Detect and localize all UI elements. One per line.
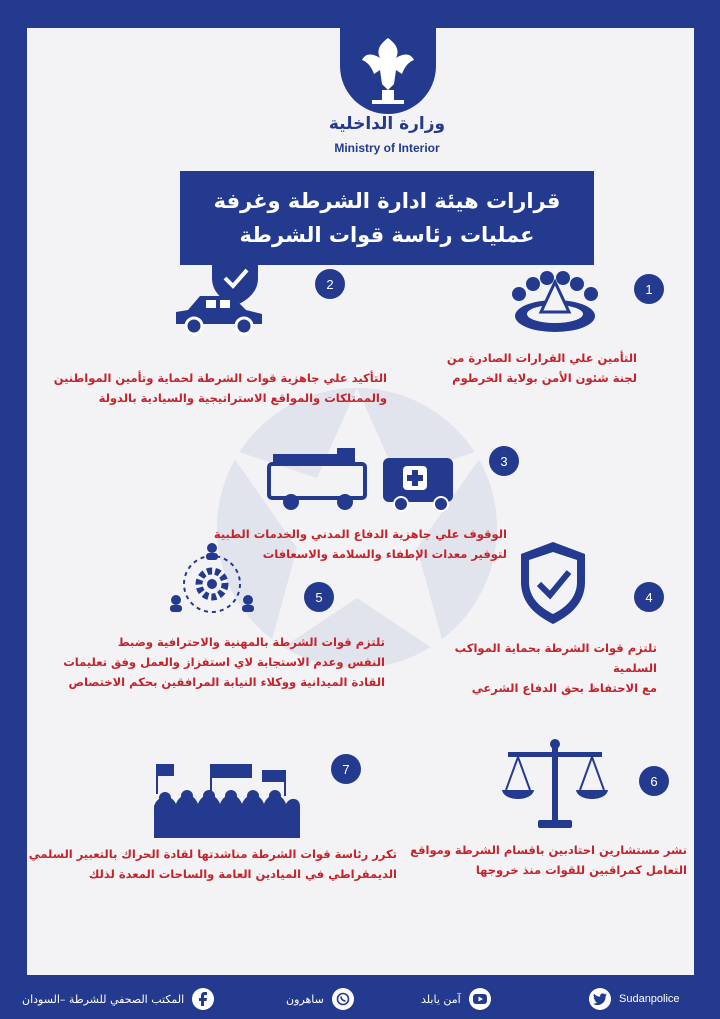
item-number-1: 1: [634, 274, 664, 304]
item-3-line: لتوفير معدات الإطفاء والسلامة والاسعافات: [262, 547, 507, 561]
social-footer: [0, 980, 720, 1019]
shield-check-icon: [515, 538, 591, 628]
item-5-line: النفس وعدم الاستجابة لاي استفزاز والعمل وفق تعليمات: [63, 655, 385, 669]
youtube-icon: [469, 988, 491, 1010]
people-gear-icon: [164, 540, 260, 624]
eagle-emblem-icon: [358, 34, 418, 106]
item-number-3: 3: [489, 446, 519, 476]
item-number-4: 4: [634, 582, 664, 612]
youtube-label: آمن يابلد: [421, 992, 461, 1006]
item-2-line: والممتلكات والمواقع الاستراتيجية والسيادية بالدولة: [98, 391, 387, 405]
item-text-2: [47, 368, 387, 408]
item-6-line: نشر مستشارين احتادبين باقسام الشرطة ومواقع: [410, 843, 687, 857]
item-number-5: 5: [304, 582, 334, 612]
item-text-5: [55, 632, 385, 692]
twitter-label: Sudanpolice: [619, 993, 680, 1005]
meeting-icon: [505, 264, 605, 336]
facebook-icon: [192, 988, 214, 1010]
youtube-link[interactable]: [421, 988, 491, 1010]
item-5-line: تلتزم قوات الشرطة بالمهنية والاحترافية وضبط: [117, 635, 385, 649]
item-7-line: الديمقراطي في الميادين العامة والساحات المعدة لذلك: [88, 867, 397, 881]
item-6-line: التعامل كمراقبين للقوات منذ خروجها: [475, 863, 687, 877]
infographic-card: [27, 28, 694, 975]
item-text-1: [407, 348, 637, 388]
police-car-shield-icon: [170, 248, 270, 348]
twitter-link[interactable]: [589, 988, 680, 1010]
ministry-emblem: [340, 28, 436, 114]
whatsapp-icon: [332, 988, 354, 1010]
scales-icon: [500, 736, 610, 836]
title-line-2: عمليات رئاسة قوات الشرطة: [239, 223, 535, 247]
item-3-line: الوقوف علي جاهزية الدفاع المدني والخدمات الطبية: [213, 527, 507, 541]
item-4-line: مع الاحتفاظ بحق الدفاع الشرعي: [471, 681, 657, 695]
whatsapp-label: ساهرون: [286, 992, 324, 1006]
item-4-line: تلتزم قوات الشرطة بحماية المواكب السلمية: [454, 641, 657, 675]
ministry-name-arabic: وزارة الداخلية: [328, 114, 446, 134]
ministry-name-english: Ministry of Interior: [334, 141, 440, 155]
item-2-line: التأكيد علي جاهزية قوات الشرطة لحماية وتأمين المواطنين: [53, 371, 387, 385]
facebook-link[interactable]: [22, 988, 214, 1010]
twitter-icon: [589, 988, 611, 1010]
item-text-7: [27, 844, 397, 884]
protest-crowd-icon: [152, 758, 302, 838]
title-line-1: قرارات هيئة ادارة الشرطة وغرفة: [213, 189, 561, 213]
item-1-line: التأمين علي القرارات الصادرة من: [446, 351, 637, 365]
fire-truck-ambulance-icon: [265, 434, 465, 514]
item-number-7: 7: [331, 754, 361, 784]
item-text-6: [407, 840, 687, 880]
item-7-line: تكرر رئاسة قوات الشرطة مناشدتها لقادة الحراك بالتعبير السلمي: [28, 847, 397, 861]
item-5-line: القادة الميدانية ووكلاء النيابة المرافقين بحكم الاختصاص: [68, 675, 385, 689]
item-1-line: لجنة شئون الأمن بولاية الخرطوم: [452, 371, 637, 385]
item-number-2: 2: [315, 269, 345, 299]
item-number-6: 6: [639, 766, 669, 796]
item-text-4: [417, 638, 657, 698]
facebook-label: المكتب الصحفي للشرطة –السودان: [22, 992, 185, 1006]
whatsapp-link[interactable]: [286, 988, 354, 1010]
